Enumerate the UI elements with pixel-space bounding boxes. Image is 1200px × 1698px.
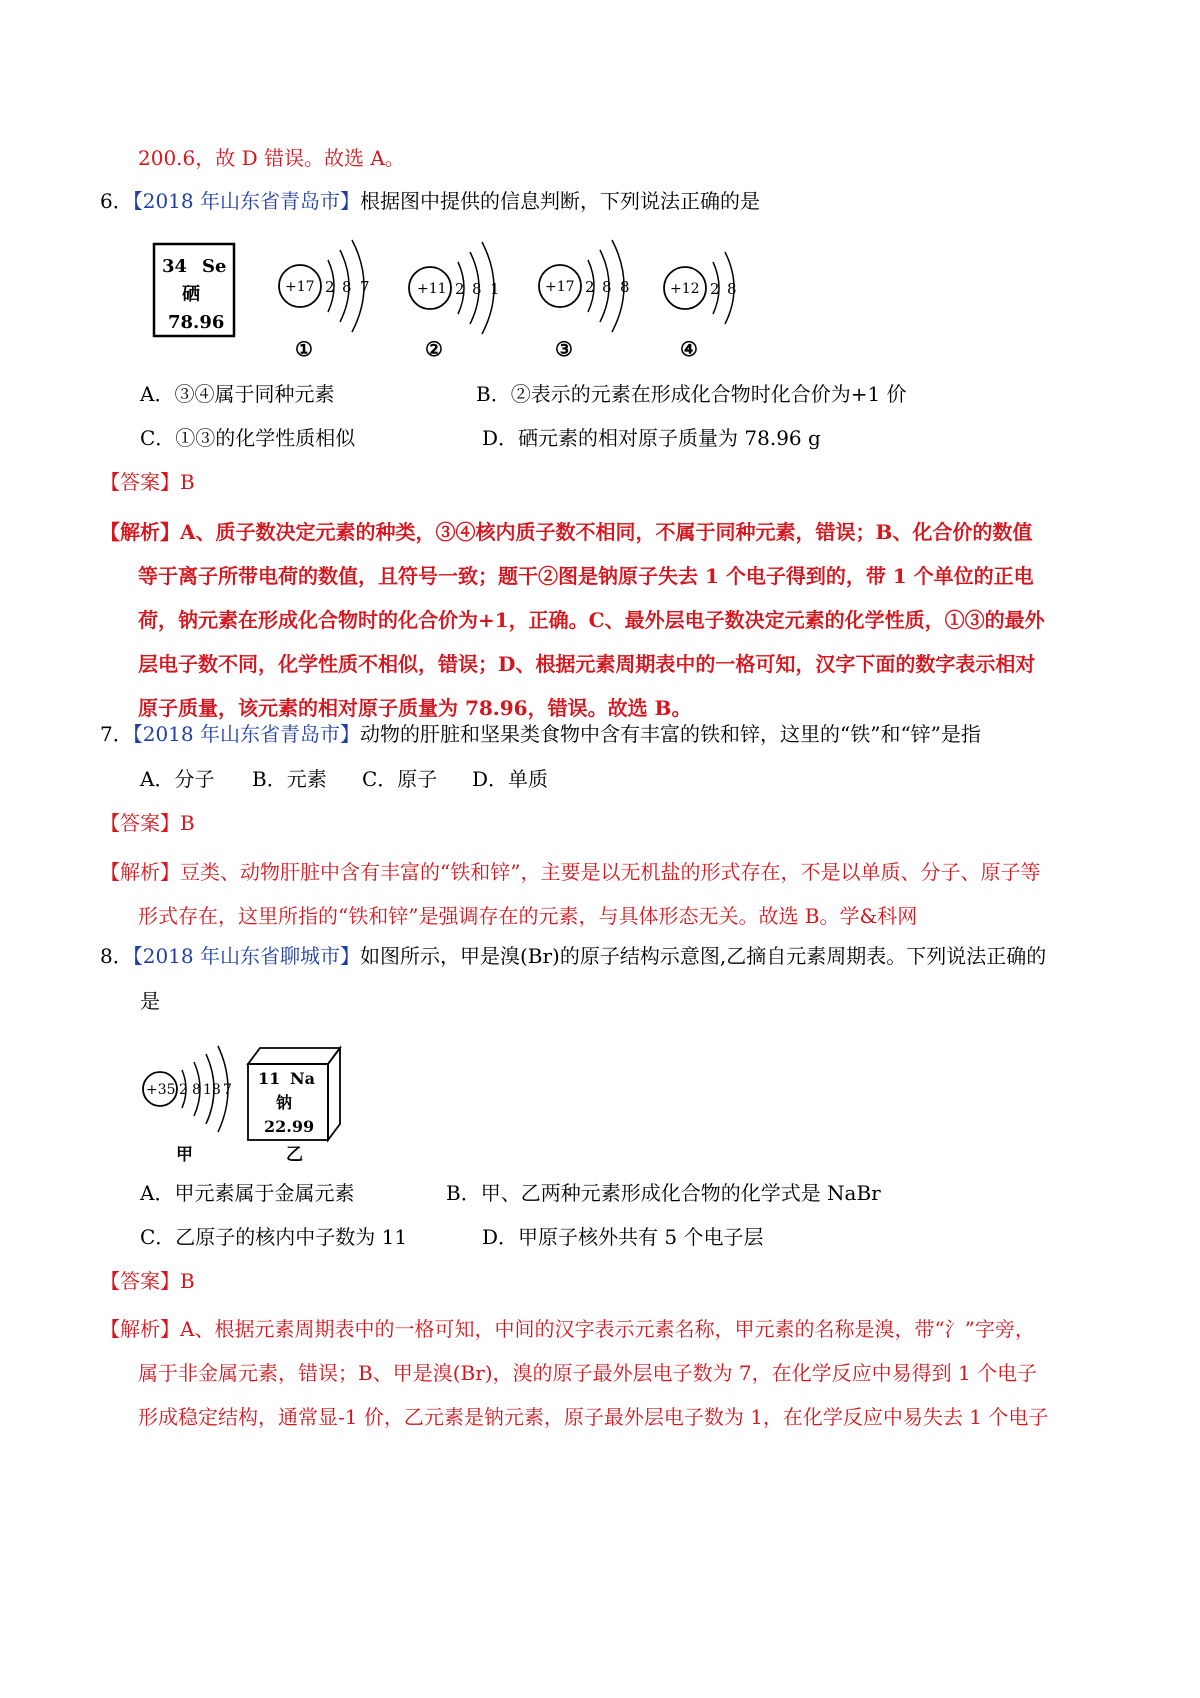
q8-answer: B	[180, 1269, 195, 1293]
q8-cell-mass: 22.99	[264, 1117, 315, 1136]
q6-atom-1-nucleus: +17	[285, 279, 315, 295]
q7-number: 7．	[100, 722, 133, 746]
q7-option-a: A．分子	[140, 767, 215, 791]
q6-analysis-line-5: 原子质量，该元素的相对原子质量为 78.96，错误。故选 B。	[138, 696, 692, 720]
q8-cell-name: 钠	[276, 1093, 293, 1112]
q7-option-d: D．单质	[472, 767, 549, 791]
q7-answer: B	[180, 811, 195, 835]
svg-text:2: 2	[455, 280, 465, 298]
q7-answer-label: 【答案】	[100, 811, 180, 835]
q8-stem-line	[100, 943, 1046, 969]
q7-option-c: C．原子	[362, 767, 438, 791]
svg-text:7: 7	[360, 278, 370, 296]
q8-analysis-label: 【解析】	[100, 1317, 180, 1341]
q6-cell-mass: 78.96	[168, 312, 225, 333]
q6-cell-number: 34	[162, 256, 188, 277]
q8-analysis-line-1: A、根据元素周期表中的一格可知，中间的汉字表示元素名称，甲元素的名称是溴，带“氵”字旁，	[180, 1317, 1035, 1341]
svg-text:8: 8	[620, 278, 630, 296]
q6-cell-name: 硒	[182, 284, 200, 305]
q8-sodium-cell	[248, 1048, 340, 1165]
q6-source: 【2018 年山东省青岛市】	[132, 189, 360, 213]
svg-text:8: 8	[602, 278, 612, 296]
svg-text:7: 7	[223, 1082, 232, 1098]
q6-atom-4-nucleus: +12	[670, 281, 700, 297]
q8-cell-symbol: Na	[290, 1069, 315, 1088]
q8-source: 【2018 年山东省聊城市】	[132, 944, 360, 968]
q7-stem-line	[100, 721, 981, 747]
q6-atom-1	[279, 240, 370, 361]
q6-atom-2-label: ②	[425, 337, 443, 361]
q6-atom-4	[664, 252, 737, 361]
q8-cell-number: 11	[258, 1069, 281, 1088]
svg-text:2: 2	[179, 1082, 188, 1098]
q6-answer-line	[100, 469, 195, 495]
q7-analysis	[100, 850, 1040, 938]
q6-analysis-label: 【解析】	[100, 520, 180, 544]
svg-text:8: 8	[192, 1082, 201, 1098]
q7-source: 【2018 年山东省青岛市】	[132, 722, 360, 746]
q6-stem: 根据图中提供的信息判断，下列说法正确的是	[360, 189, 760, 213]
q6-answer-label: 【答案】	[100, 470, 180, 494]
q8-stem-line-2: 是	[140, 989, 160, 1013]
q6-figure	[140, 228, 760, 368]
q6-analysis-line-3: 荷，钠元素在形成化合物时的化合价为+1，正确。C、最外层电子数决定元素的化学性质，①③的最外	[138, 608, 1045, 632]
q6-analysis-line-4: 层电子数不同，化学性质不相似，错误；D、根据元素周期表中的一格可知，汉字下面的数字表示相对	[138, 652, 1036, 676]
q6-atom-3-nucleus: +17	[545, 279, 575, 295]
q8-option-c: C．乙原子的核内中子数为 11	[140, 1225, 408, 1249]
q7-answer-line	[100, 810, 195, 836]
q6-atom-3	[539, 240, 630, 361]
svg-text:18: 18	[203, 1082, 221, 1098]
q6-answer: B	[180, 470, 195, 494]
q6-number: 6．	[100, 189, 133, 213]
q8-analysis-line-3: 形成稳定结构，通常显-1 价，乙元素是钠元素，原子最外层电子数为 1，在化学反应中易失去 1 个电子	[138, 1405, 1049, 1429]
q8-option-b: B．甲、乙两种元素形成化合物的化学式是 NaBr	[446, 1181, 881, 1205]
svg-text:2: 2	[710, 280, 720, 298]
q8-answer-line	[100, 1268, 195, 1294]
q6-analysis-line-2: 等于离子所带电荷的数值，且符号一致；题干②图是钠原子失去 1 个电子得到的，带 1 个单位的正电	[138, 564, 1034, 588]
q7-analysis-line-1: 豆类、动物肝脏中含有丰富的“铁和锌”，主要是以无机盐的形式存在，不是以单质、分子、原子等	[180, 860, 1041, 884]
q6-option-d: D．硒元素的相对原子质量为 78.96 g	[482, 426, 821, 450]
q8-atom-label: 甲	[176, 1145, 193, 1165]
q6-atom-2	[409, 242, 500, 361]
q8-cell-label: 乙	[286, 1145, 303, 1165]
q8-figure	[136, 1040, 366, 1170]
q8-analysis	[100, 1307, 1048, 1439]
q8-option-d: D．甲原子核外共有 5 个电子层	[482, 1225, 764, 1249]
svg-text:8: 8	[727, 280, 737, 298]
svg-text:2: 2	[585, 278, 595, 296]
q8-number: 8．	[100, 944, 133, 968]
q8-atom-nucleus: +35	[146, 1082, 176, 1098]
q8-stem: 如图所示，甲是溴(Br)的原子结构示意图,乙摘自元素周期表。下列说法正确的	[360, 944, 1047, 968]
q6-option-b: B．②表示的元素在形成化合物时化合价为+1 价	[476, 382, 907, 406]
svg-text:8: 8	[472, 280, 482, 298]
q6-atom-4-label: ④	[680, 337, 698, 361]
q6-atom-2-nucleus: +11	[417, 281, 447, 297]
q6-atom-1-label: ①	[295, 337, 313, 361]
q8-analysis-line-2: 属于非金属元素，错误；B、甲是溴(Br)，溴的原子最外层电子数为 7，在化学反应中易得到 1 个电子	[138, 1361, 1038, 1385]
svg-text:2: 2	[325, 278, 335, 296]
q6-option-a: A．③④属于同种元素	[140, 382, 335, 406]
q6-option-c: C．①③的化学性质相似	[140, 426, 356, 450]
q8-bromine-atom	[143, 1046, 232, 1165]
q6-element-cell	[154, 244, 234, 336]
q6-atom-3-label: ③	[555, 337, 573, 361]
q6-analysis	[100, 510, 1110, 730]
q7-analysis-line-2: 形式存在，这里所指的“铁和锌”是强调存在的元素，与具体形态无关。故选 B。学&科网	[138, 904, 918, 928]
q8-answer-label: 【答案】	[100, 1269, 180, 1293]
q6-cell-symbol: Se	[202, 256, 227, 277]
q7-option-b: B．元素	[252, 767, 327, 791]
q8-option-a: A．甲元素属于金属元素	[140, 1181, 355, 1205]
q7-analysis-label: 【解析】	[100, 860, 180, 884]
q6-analysis-line-1: A、质子数决定元素的种类，③④核内质子数不相同，不属于同种元素，错误；B、化合价的数值	[180, 520, 1033, 544]
q6-stem-line	[100, 188, 760, 214]
svg-text:8: 8	[342, 278, 352, 296]
svg-text:1: 1	[490, 280, 500, 298]
previous-analysis-tail: 200.6，故 D 错误。故选 A。	[138, 146, 405, 170]
q7-stem: 动物的肝脏和坚果类食物中含有丰富的铁和锌，这里的“铁”和“锌”是指	[360, 722, 981, 746]
